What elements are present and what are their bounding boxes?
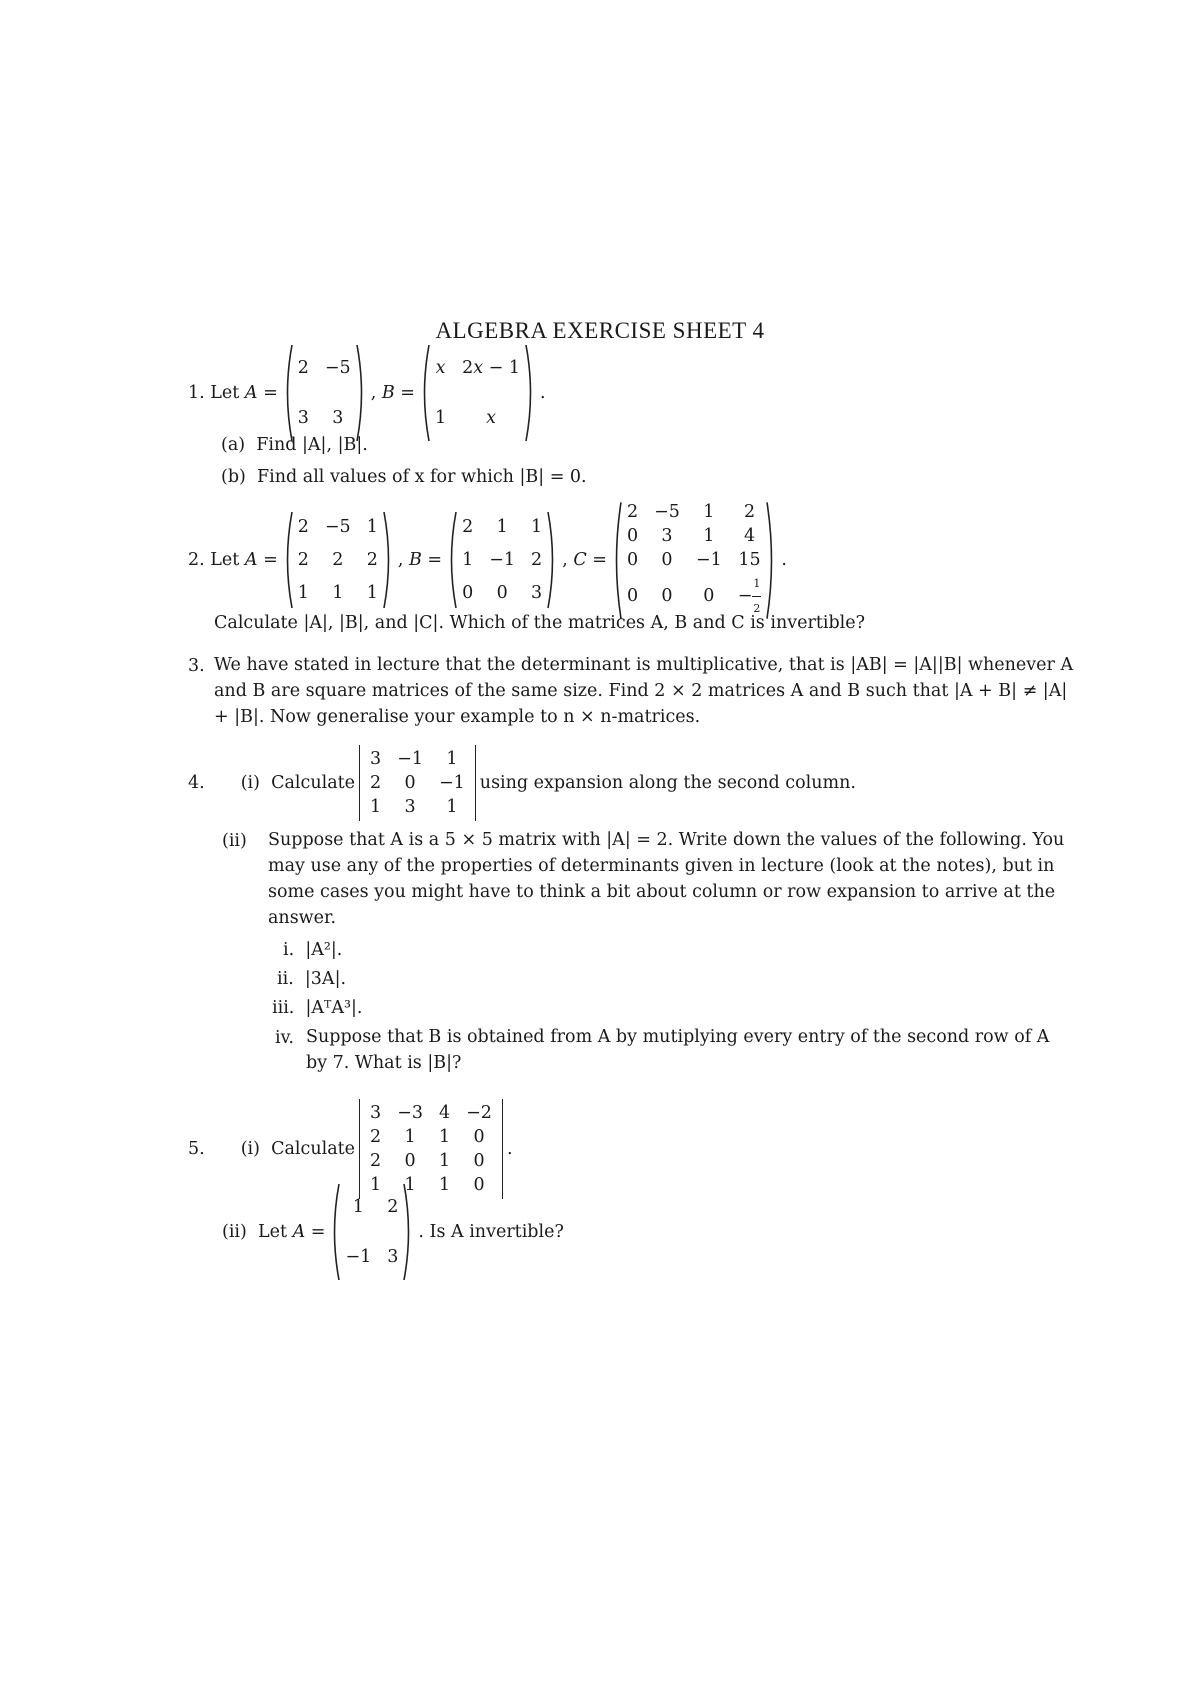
matrix-entry: 0 — [404, 1151, 416, 1171]
matrix-entry: −1 — [438, 773, 465, 793]
q2-statement: 2. Let A = 2 −5 1 2 2 2 1 1 1 , B = 2 1 1 1 −1 2 0 0 3 , C = 2 −5 1 2 0 3 1 4 0 0 −1 15 0 0 0 − $\frac{1}{2}$ . — [188, 510, 787, 610]
matrix-entry: 2 — [531, 549, 543, 570]
matrix-entry: 2 — [626, 501, 639, 522]
matrix-entries — [341, 1182, 402, 1282]
matrix-entry: −5 — [654, 501, 680, 522]
q1-part-a-text: Find |A|, |B|. — [256, 435, 368, 455]
matrix-entry: 0 — [473, 1175, 485, 1195]
q4-item-4-text: Suppose that B is obtained from A by mutiplying every entry of the second row of A by 7. What is |B|? — [306, 1027, 1050, 1073]
left-paren — [282, 510, 294, 610]
q5-matrix-a — [329, 1182, 414, 1282]
matrix-entry: 4 — [438, 1103, 451, 1123]
matrix-entry: 3 — [387, 1247, 399, 1267]
q4-calculate: Calculate — [271, 773, 356, 793]
matrix-entry: 2 — [297, 549, 309, 570]
q5-let: Let — [258, 1222, 288, 1242]
matrix-entries — [360, 745, 475, 821]
matrix-entry: −1 — [345, 1247, 372, 1267]
matrix-entry: 1 — [496, 516, 508, 537]
q2-matrix-b — [446, 510, 558, 610]
matrix-entry: 0 — [496, 583, 508, 604]
matrix-entry: 0 — [462, 583, 474, 604]
matrix-entry: 1 — [446, 749, 458, 769]
right-det-bar — [502, 1099, 503, 1199]
matrix-entry: 1 — [297, 583, 309, 604]
matrix-entry: 0 — [661, 586, 673, 606]
q4-item-2 — [277, 969, 346, 989]
q4-item-3-text: |AᵀA³|. — [305, 998, 363, 1018]
q1-number: 1. — [188, 383, 205, 403]
matrix-entry: 2 — [462, 516, 474, 537]
matrix-entries — [623, 500, 765, 621]
q5-part-ii: (ii) Let A = 1 2 −1 3 . Is A invertible? — [222, 1204, 564, 1260]
matrix-entry: 3 — [297, 408, 309, 428]
matrix-entry: 3 — [370, 1103, 382, 1123]
q4-item-2-label: ii. — [277, 969, 294, 989]
matrix-entry: 1 — [531, 516, 543, 537]
q1-part-a — [221, 435, 368, 455]
matrix-entry: 2 — [370, 1127, 382, 1147]
q1-part-b-text: Find all values of x for which |B| = 0. — [257, 467, 587, 487]
matrix-entries — [458, 510, 546, 610]
matrix-entry: 2 — [332, 549, 344, 570]
matrix-entry: −1 — [695, 549, 722, 570]
matrix-entry: 1 — [366, 583, 378, 604]
matrix-entry: −1 — [397, 749, 423, 769]
q1-part-a-label: (a) — [221, 435, 246, 455]
matrix-entries — [294, 510, 382, 610]
matrix-entry: −2 — [466, 1103, 492, 1123]
matrix-entry: 3 — [370, 749, 382, 769]
left-paren — [329, 1182, 341, 1282]
matrix-entry: 0 — [703, 586, 715, 606]
left-paren — [611, 500, 623, 621]
matrix-entries — [294, 343, 355, 443]
matrix-entry: 1 — [446, 797, 458, 817]
matrix-entry: 1 — [352, 1197, 364, 1217]
matrix-entry: 3 — [531, 583, 543, 604]
q1-part-b-label: (b) — [221, 467, 246, 487]
matrix-entry: 2 — [370, 1151, 382, 1171]
matrix-entry: 2 — [297, 358, 309, 378]
matrix-entry: 1 — [332, 583, 344, 604]
matrix-entry: 1 — [370, 797, 382, 817]
left-paren — [446, 510, 458, 610]
q4-part-i — [188, 742, 856, 824]
matrix-entry: 1 — [438, 1127, 451, 1147]
matrix-entry: 0 — [473, 1127, 485, 1147]
q2-question-text: Calculate |A|, |B|, and |C|. Which of the matrices A, B and C is invertible? — [214, 613, 865, 633]
q1-statement: 1. Let A = 2 −5 3 3 , B = x 2x − 1 1 x . — [188, 366, 546, 420]
matrix-entry: 0 — [404, 773, 416, 793]
matrix-entry: 3 — [332, 408, 344, 428]
q4-number: 4. — [188, 773, 205, 793]
matrix-entry: 1 — [370, 1175, 382, 1195]
q2-matrix-a — [282, 510, 394, 610]
q3-text: We have stated in lecture that the determinant is multiplicative, that is |AB| = |A||B| whenever A and B are square matrices of the same size. Find 2 × 2 matrices A and B such that |A + B| ≠ |A| + |B|. Now generalise your example to n × n-matrices. — [214, 655, 1074, 727]
left-paren — [282, 343, 294, 443]
right-paren — [355, 343, 367, 443]
matrix-entry: −3 — [397, 1103, 423, 1123]
q4-part-i-text: using expansion along the second column. — [479, 773, 856, 793]
matrix-entry: 1 — [434, 408, 447, 428]
matrix-entry: 15 — [738, 549, 761, 570]
q4-item-3 — [272, 998, 363, 1018]
q4-item-4-label: iv. — [275, 1028, 294, 1048]
q4-item-3-label: iii. — [272, 998, 295, 1018]
matrix-entry: 0 — [473, 1151, 485, 1171]
q4-item-1-label: i. — [283, 940, 295, 960]
matrix-entry: −5 — [324, 358, 351, 378]
q4-item-1 — [283, 940, 342, 960]
q5-part-ii-label: (ii) — [222, 1222, 247, 1242]
matrix-entry: 1 — [438, 1175, 451, 1195]
q5-calculate: Calculate — [271, 1139, 356, 1159]
q5-part-ii-text: . Is A invertible? — [418, 1222, 564, 1242]
q4-part-ii-text: Suppose that A is a 5 × 5 matrix with |A| = 2. Write down the values of the following. You may use any of the properties of determinants given in lecture (look at the notes), but in some cases you might have to think a bit about column or row expansion to arrive at the answer. — [268, 830, 1065, 928]
q2-matrix-c — [611, 500, 777, 621]
matrix-entry: 0 — [661, 549, 673, 570]
right-paren — [524, 343, 536, 443]
matrix-entry: 3 — [661, 525, 673, 546]
q1-matrix-b — [419, 343, 536, 443]
right-paren — [765, 500, 777, 621]
matrix-entry: 1 — [462, 549, 474, 570]
q4-item-1-text: |A²|. — [305, 940, 343, 960]
q4-item-2-text: |3A|. — [304, 969, 347, 989]
matrix-entry: 3 — [404, 797, 416, 817]
right-paren — [546, 510, 558, 610]
matrix-entry: 1 — [703, 525, 715, 546]
fraction-half: $\frac{1}{2}$ — [752, 572, 761, 621]
q2-let: Let — [210, 550, 240, 570]
q2-number: 2. — [188, 550, 205, 570]
matrix-entry: 2x − 1 — [462, 358, 521, 378]
matrix-entry: 1 — [366, 516, 378, 537]
left-paren — [419, 343, 431, 443]
matrix-entry: 0 — [626, 549, 639, 570]
matrix-entry: 2 — [370, 773, 382, 793]
right-det-bar — [475, 745, 476, 821]
q5-number: 5. — [188, 1139, 205, 1159]
q4-determinant — [359, 745, 476, 821]
matrix-entry: 2 — [743, 501, 756, 522]
matrix-entry: 1 — [438, 1151, 451, 1171]
matrix-entry: − $\frac{1}{2}$ — [738, 572, 762, 621]
matrix-entry: 0 — [626, 586, 639, 606]
matrix-entry: −5 — [324, 516, 351, 537]
matrix-entry: 1 — [404, 1175, 416, 1195]
q3-number: 3. — [188, 656, 205, 676]
right-paren — [402, 1182, 414, 1282]
q4-part-ii-label: (ii) — [222, 831, 247, 851]
matrix-entry: 4 — [743, 525, 756, 546]
matrix-entries — [431, 343, 524, 443]
sheet-title: ALGEBRA EXERCISE SHEET 4 — [435, 318, 765, 343]
q1-part-b — [221, 467, 587, 487]
matrix-entry: 1 — [404, 1127, 416, 1147]
matrix-entry: 2 — [297, 516, 309, 537]
matrix-entry: x — [435, 358, 446, 378]
matrix-entry: 0 — [626, 525, 639, 546]
q5-part-i-label: (i) — [240, 1139, 260, 1159]
q1-let: Let — [210, 383, 240, 403]
matrix-entry: x — [486, 408, 496, 428]
right-paren — [382, 510, 394, 610]
matrix-entry: 2 — [387, 1197, 399, 1217]
q5-part-i: 5. (i) Calculate 3 −3 4 −2 2 1 1 0 2 0 1 0 1 1 1 0 . — [188, 1096, 513, 1202]
matrix-entry: 2 — [366, 549, 378, 570]
q4-part-i-label: (i) — [240, 773, 260, 793]
matrix-entry: −1 — [489, 549, 516, 570]
matrix-entry: 1 — [703, 501, 715, 522]
q1-matrix-a — [282, 343, 367, 443]
